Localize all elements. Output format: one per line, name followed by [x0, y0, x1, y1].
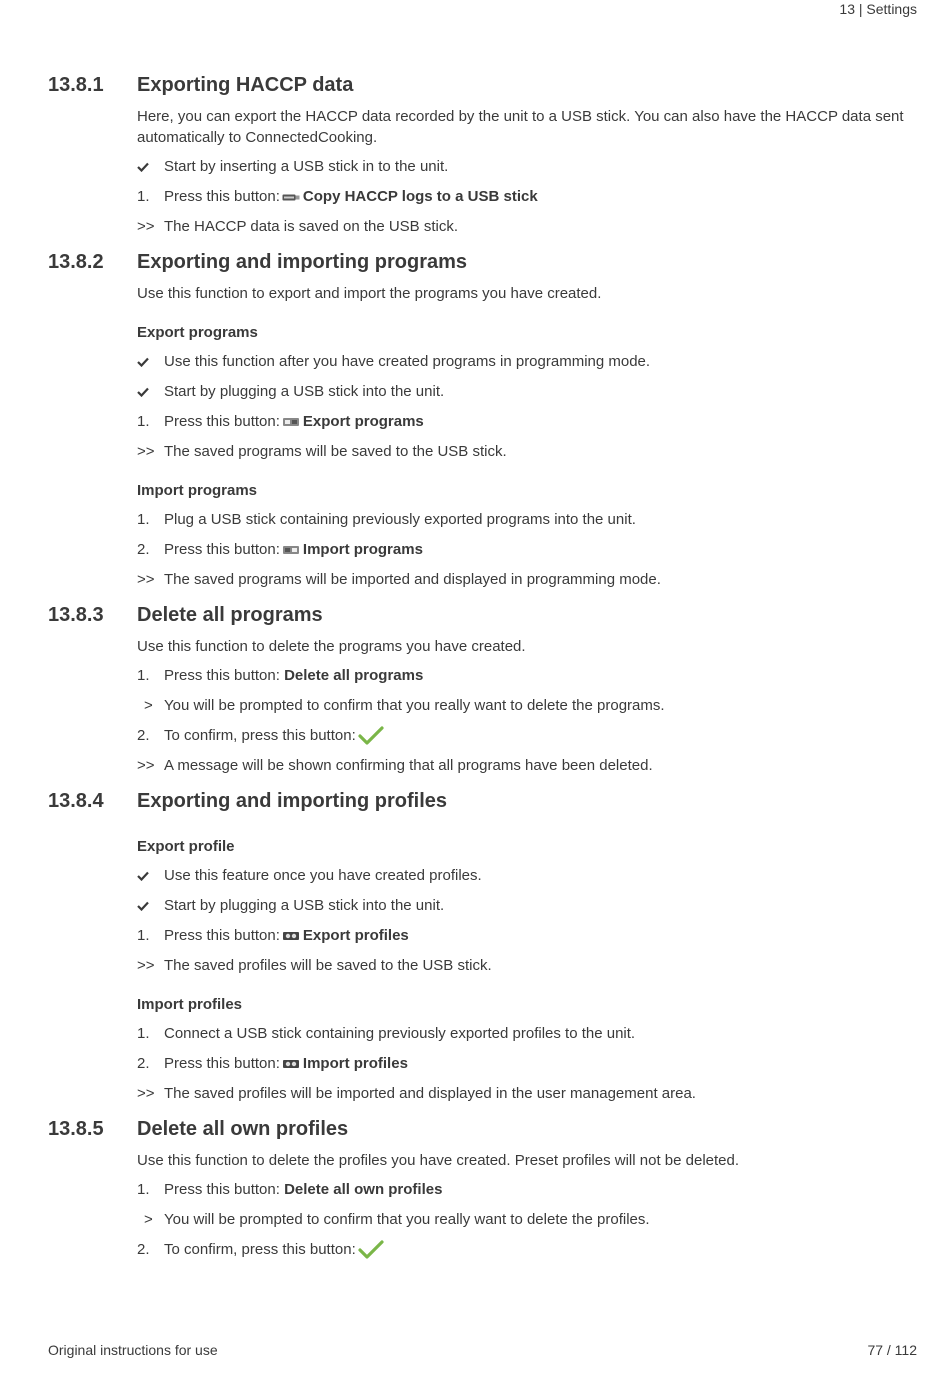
section-delete-all-own-profiles — [48, 1118, 918, 1260]
section-body — [137, 636, 918, 776]
prerequisite-item — [137, 351, 918, 372]
section-heading — [48, 604, 918, 632]
item-text — [164, 725, 384, 746]
section-number: 13.8.4 — [48, 790, 104, 813]
item-text — [164, 186, 538, 207]
section-title: Delete all own profiles — [137, 1118, 349, 1141]
section-exporting-importing-profiles — [48, 790, 918, 1104]
step-text: Press this button: — [164, 413, 280, 430]
section-number: 13.8.1 — [48, 74, 104, 96]
result-item — [137, 569, 918, 590]
result-item — [137, 755, 918, 776]
section-exporting-importing-programs — [48, 251, 918, 590]
item-text: Connect a USB stick containing previously exported profiles to the unit. — [164, 1025, 636, 1043]
prerequisite-item — [137, 865, 918, 886]
check-mark-icon — [137, 357, 164, 367]
item-text — [164, 539, 423, 560]
section-heading — [48, 74, 918, 102]
item-text: The saved profiles will be imported and displayed in the user management area. — [164, 1085, 696, 1103]
section-title: Exporting and importing profiles — [137, 790, 447, 813]
result-item — [137, 955, 918, 976]
profile-transfer-icon — [282, 1058, 300, 1070]
section-title: Exporting HACCP data — [137, 74, 354, 96]
item-text: The saved profiles will be saved to the USB stick. — [164, 957, 492, 975]
step-number: 1. — [137, 927, 150, 945]
section-title: Exporting and importing programs — [137, 251, 468, 273]
item-text: The saved programs will be imported and displayed in programming mode. — [164, 571, 661, 588]
result-marker: >> — [137, 218, 155, 235]
intermediate-marker: > — [144, 1211, 153, 1229]
section-number: 13.8.2 — [48, 251, 104, 273]
section-heading — [48, 251, 918, 279]
item-text: Start by plugging a USB stick into the unit. — [164, 383, 445, 400]
step-number: 1. — [137, 667, 150, 684]
result-marker: >> — [137, 571, 155, 588]
result-item — [137, 441, 918, 462]
step-text: Press this button: — [164, 1181, 280, 1199]
intermediate-marker: > — [144, 697, 153, 714]
result-item — [137, 216, 918, 237]
step-item — [137, 411, 918, 432]
step-item — [137, 509, 918, 530]
intermediate-result-item — [137, 1209, 918, 1230]
item-text — [164, 411, 424, 432]
profile-transfer-icon — [282, 930, 300, 942]
paragraph: Use this function to delete the programs you have created. — [137, 638, 526, 655]
step-item — [137, 725, 918, 746]
subheading: Import programs — [137, 482, 258, 499]
button-name: Import programs — [302, 541, 423, 558]
item-text: You will be prompted to confirm that you really want to delete the profiles. — [164, 1211, 650, 1229]
item-text: The HACCP data is saved on the USB stick. — [164, 218, 459, 235]
section-body — [137, 283, 918, 590]
intermediate-result-item — [137, 695, 918, 716]
paragraph: Use this function to export and import the programs you have created. — [137, 285, 602, 302]
step-item — [137, 1023, 918, 1044]
button-name: Export programs — [302, 413, 424, 430]
button-name: Export profiles — [302, 927, 409, 945]
prerequisite-item — [137, 156, 918, 177]
item-text — [164, 925, 409, 946]
item-text: Plug a USB stick containing previously exported programs into the unit. — [164, 511, 636, 528]
button-name: Delete all own profiles — [284, 1181, 443, 1199]
program-transfer-icon — [282, 544, 300, 556]
item-text: A message will be shown confirming that all programs have been deleted. — [164, 757, 653, 775]
result-marker: >> — [137, 957, 155, 975]
step-text: Press this button: — [164, 541, 280, 558]
subheading: Import profiles — [137, 996, 243, 1014]
step-item — [137, 539, 918, 560]
step-item — [137, 1179, 918, 1200]
section-body — [137, 106, 918, 237]
step-number: 1. — [137, 1181, 150, 1199]
page-number: 77 / 112 — [867, 1342, 917, 1358]
program-transfer-icon — [282, 416, 300, 428]
item-text — [164, 1053, 408, 1074]
result-marker: >> — [137, 757, 155, 775]
item-text — [164, 1239, 384, 1260]
step-number: 2. — [137, 541, 150, 558]
subheading: Export programs — [137, 324, 258, 341]
item-text: The saved programs will be saved to the USB stick. — [164, 443, 507, 460]
check-mark-icon — [137, 162, 164, 172]
check-mark-icon — [137, 387, 164, 397]
step-text: Press this button: — [164, 188, 280, 205]
result-marker: >> — [137, 443, 155, 460]
prerequisite-item — [137, 381, 918, 402]
subheading: Export profile — [137, 838, 235, 856]
step-item — [137, 1053, 918, 1074]
paragraph: Use this function to delete the profiles you have created. Preset profiles will not be deleted. — [137, 1152, 740, 1170]
step-number: 2. — [137, 1241, 150, 1259]
result-marker: >> — [137, 1085, 155, 1103]
item-text: Use this feature once you have created profiles. — [164, 867, 482, 885]
section-number: 13.8.3 — [48, 604, 104, 626]
check-mark-icon — [137, 871, 164, 881]
page-content — [48, 74, 918, 1274]
step-text: Press this button: — [164, 1055, 280, 1073]
item-text: Start by plugging a USB stick into the unit. — [164, 897, 445, 915]
page-header: 13 | Settings — [839, 1, 917, 17]
check-mark-icon — [137, 901, 164, 911]
result-item — [137, 1083, 918, 1104]
section-body — [137, 1150, 918, 1260]
section-title: Delete all programs — [137, 604, 323, 626]
usb-stick-icon — [282, 193, 300, 202]
button-name: Delete all programs — [284, 667, 424, 684]
section-exporting-haccp-data — [48, 74, 918, 237]
step-item — [137, 1239, 918, 1260]
step-number: 1. — [137, 511, 150, 528]
item-text: Start by inserting a USB stick in to the unit. — [164, 158, 449, 175]
step-text: To confirm, press this button: — [164, 1241, 356, 1259]
green-checkmark-icon — [358, 726, 384, 746]
step-number: 1. — [137, 1025, 150, 1043]
step-text: To confirm, press this button: — [164, 727, 356, 744]
step-number: 2. — [137, 727, 150, 745]
step-number: 2. — [137, 1055, 150, 1073]
button-name: Copy HACCP logs to a USB stick — [302, 188, 538, 205]
item-text: You will be prompted to confirm that you really want to delete the programs. — [164, 697, 665, 714]
item-text: Use this function after you have created programs in programming mode. — [164, 353, 651, 370]
step-text: Press this button: — [164, 927, 280, 945]
step-number: 1. — [137, 188, 150, 205]
button-name: Import profiles — [302, 1055, 408, 1073]
paragraph: Here, you can export the HACCP data recorded by the unit to a USB stick. You can also have the HACCP data sent automatically to ConnectedCooking. — [137, 108, 904, 146]
step-number: 1. — [137, 413, 150, 430]
step-item — [137, 665, 918, 686]
step-item — [137, 925, 918, 946]
section-number: 13.8.5 — [48, 1118, 104, 1141]
green-checkmark-icon — [358, 1240, 384, 1260]
item-text — [164, 1179, 442, 1200]
step-item — [137, 186, 918, 207]
prerequisite-item — [137, 895, 918, 916]
section-body — [137, 836, 918, 1104]
item-text — [164, 665, 423, 686]
step-text: Press this button: — [164, 667, 280, 684]
section-heading — [48, 790, 918, 818]
section-delete-all-programs — [48, 604, 918, 776]
footer-label: Original instructions for use — [48, 1342, 218, 1358]
section-heading — [48, 1118, 918, 1146]
